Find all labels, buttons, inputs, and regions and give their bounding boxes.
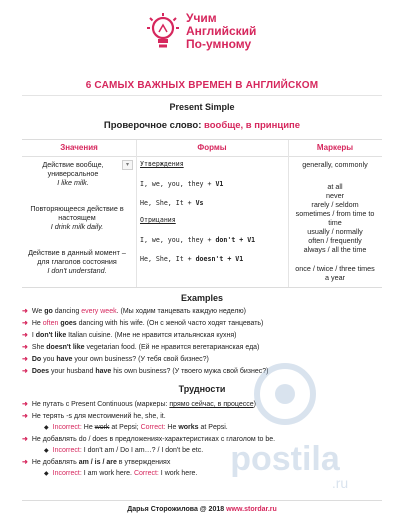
form-verb: Vs — [195, 199, 204, 207]
form-subjects: He, She, It + — [140, 199, 196, 207]
postila-watermark — [190, 358, 380, 498]
affirmative-label: Утверждения — [140, 160, 184, 168]
example-part: vegetarian food. (Ей не нравится вегетарианская еда) — [84, 344, 260, 351]
marker: rarely / seldom — [311, 200, 359, 209]
example-item — [22, 319, 263, 328]
example-part: you — [41, 356, 57, 363]
footer-site-link[interactable]: www.stordar.ru — [226, 506, 277, 513]
meaning-text: Действие вообще, универсальное — [42, 160, 104, 178]
marker: generally, commonly — [302, 160, 368, 169]
example-verb: don't like — [35, 332, 67, 339]
marker: sometimes / from time to — [295, 209, 375, 218]
meaning-text: Действие в данный момент – для глаголов состояния — [28, 248, 126, 266]
examples-title: Examples — [180, 293, 224, 303]
page-title: 6 САМЫХ ВАЖНЫХ ВРЕМЕН В АНГЛИЙСКОМ — [85, 80, 319, 91]
marker: often / frequently — [308, 236, 362, 245]
arrow-right-icon: ➜ — [22, 332, 28, 339]
marker: never — [326, 191, 344, 200]
meaning-example: I don't understand. — [47, 266, 107, 275]
difficulty-subitem — [44, 446, 203, 456]
check-word-value: вообще, в принципе — [204, 120, 301, 131]
example-item — [22, 331, 236, 340]
difficulty-item — [22, 458, 170, 467]
dropdown-toggle-icon[interactable]: ▾ — [122, 160, 133, 170]
form-subjects: He, She, It + — [140, 255, 196, 263]
marker: time — [328, 218, 342, 227]
arrow-right-icon: ➜ — [22, 413, 28, 420]
difficulty-text: в утверждениях — [116, 459, 171, 466]
header-markers: Маркеры — [288, 140, 382, 157]
footer-divider — [22, 500, 382, 501]
form-negative-2 — [140, 255, 243, 264]
example-item — [22, 355, 209, 364]
incorrect-label: Incorrect: — [52, 424, 82, 431]
example-verb: Do — [31, 356, 42, 363]
svg-text:postila: postila — [230, 440, 340, 478]
footer-author: Дарья Сторожилова @ 2018 — [127, 506, 227, 513]
example-part: He — [31, 320, 43, 327]
form-affirmative-2 — [140, 199, 204, 208]
form-affirmative-1 — [140, 180, 223, 189]
example-marker: often — [42, 320, 59, 327]
negative-label: Отрицания — [140, 216, 176, 224]
form-subjects: I, we, you, they + — [140, 180, 216, 188]
meaning-item — [22, 248, 132, 275]
difficulty-text: прямо сейчас, в процессе — [169, 401, 254, 408]
arrow-right-icon: ➜ — [22, 344, 28, 351]
logo-line-3: По-умному — [186, 37, 252, 51]
form-verb: doesn't + V1 — [195, 255, 244, 263]
form-verb: V1 — [215, 180, 224, 188]
difficulty-text: at Pepsi. — [198, 424, 228, 431]
meaning-text: Повторяющееся действие в настоящем — [30, 204, 124, 222]
marker: at all — [327, 182, 343, 191]
form-negative-1 — [140, 236, 255, 245]
example-part: dancing — [52, 308, 82, 315]
check-word-prefix: Проверочное слово: — [103, 120, 205, 131]
tense-table — [22, 139, 382, 288]
diamond-bullet-icon: ◆ — [44, 425, 49, 431]
footer — [0, 506, 404, 513]
example-part: your own business? (У тебя свой бизнес?) — [72, 356, 209, 363]
column-divider — [136, 140, 137, 287]
difficulty-text: Не терять -s для местоимений he, she, it. — [31, 413, 166, 420]
example-part: dancing with his wife. (Он с женой часто ходят танцевать) — [76, 320, 264, 327]
difficulty-text: I am work here. — [81, 470, 134, 477]
form-verb: don't + V1 — [215, 236, 256, 244]
example-verb: have — [56, 356, 73, 363]
example-verb: goes — [60, 320, 77, 327]
difficulty-text: am / is / are — [78, 459, 117, 466]
diamond-bullet-icon: ◆ — [44, 448, 49, 454]
difficulty-text: He — [165, 424, 179, 431]
tense-subtitle: Present Simple — [169, 102, 235, 112]
example-verb: Does — [31, 368, 49, 375]
arrow-right-icon: ➜ — [22, 459, 28, 466]
incorrect-label: Incorrect: — [52, 447, 82, 454]
logo-text — [186, 12, 256, 51]
difficulty-text: He — [81, 424, 95, 431]
arrow-right-icon: ➜ — [22, 436, 28, 443]
example-part: . (Мы ходим танцевать каждую неделю) — [116, 308, 247, 315]
meaning-item — [26, 160, 120, 187]
form-subjects: I, we, you, they + — [140, 236, 216, 244]
logo — [146, 10, 286, 58]
lightbulb-logo-icon — [146, 12, 180, 52]
example-verb: have — [95, 368, 112, 375]
difficulty-text: ) — [253, 401, 256, 408]
difficulty-text: Не добавлять — [31, 459, 79, 466]
meaning-example: I drink milk daily. — [50, 222, 104, 231]
arrow-right-icon: ➜ — [22, 308, 28, 315]
example-part: She — [31, 344, 47, 351]
header-forms: Формы — [136, 140, 288, 157]
difficulty-text: Не добавлять do / does в предложениях-характеристиках с глаголом to be. — [31, 436, 276, 443]
difficulty-text: I don't am / Do I am…? / I don't be etc. — [81, 447, 204, 454]
title-divider — [22, 95, 382, 96]
example-part: We — [31, 308, 45, 315]
check-word — [0, 120, 404, 131]
arrow-right-icon: ➜ — [22, 320, 28, 327]
example-part: I — [31, 332, 36, 339]
example-part: his own business? (У твоего мужа свой бизнес?) — [111, 368, 269, 375]
logo-line-1: Учим — [186, 11, 217, 25]
difficulty-text: work — [94, 424, 110, 431]
marker: always / all the time — [303, 245, 367, 254]
example-verb: doesn't like — [46, 344, 85, 351]
difficulty-text: Не путать с Present Continuous (маркеры: — [31, 401, 170, 408]
difficulty-item — [22, 412, 166, 421]
marker: a year — [325, 273, 345, 282]
arrow-right-icon: ➜ — [22, 356, 28, 363]
marker: once / twice / three times — [295, 264, 375, 273]
diamond-bullet-icon: ◆ — [44, 471, 49, 477]
difficulty-text: I work here. — [158, 470, 198, 477]
header-meanings: Значения — [22, 140, 136, 157]
incorrect-label: Incorrect: — [52, 470, 82, 477]
logo-line-2: Английский — [186, 24, 257, 38]
difficulty-text: works — [178, 424, 199, 431]
arrow-right-icon: ➜ — [22, 401, 28, 408]
correct-label: Correct: — [140, 424, 166, 431]
difficulty-subitem — [44, 469, 197, 479]
meaning-example: I like milk. — [57, 178, 89, 187]
example-item — [22, 307, 246, 316]
example-item — [22, 343, 259, 352]
arrow-right-icon: ➜ — [22, 368, 28, 375]
correct-label: Correct: — [133, 470, 159, 477]
example-part: your husband — [49, 368, 96, 375]
difficulties-title: Трудности — [178, 384, 226, 394]
difficulty-text: at Pepsi; — [109, 424, 141, 431]
example-verb: go — [44, 308, 53, 315]
svg-text:.ru: .ru — [331, 475, 349, 491]
example-marker: every week — [81, 308, 117, 315]
marker: usually / normally — [307, 227, 363, 236]
example-part: Italian cuisine. (Мне не нравится итальянская кухня) — [66, 332, 237, 339]
meaning-item — [22, 204, 132, 231]
